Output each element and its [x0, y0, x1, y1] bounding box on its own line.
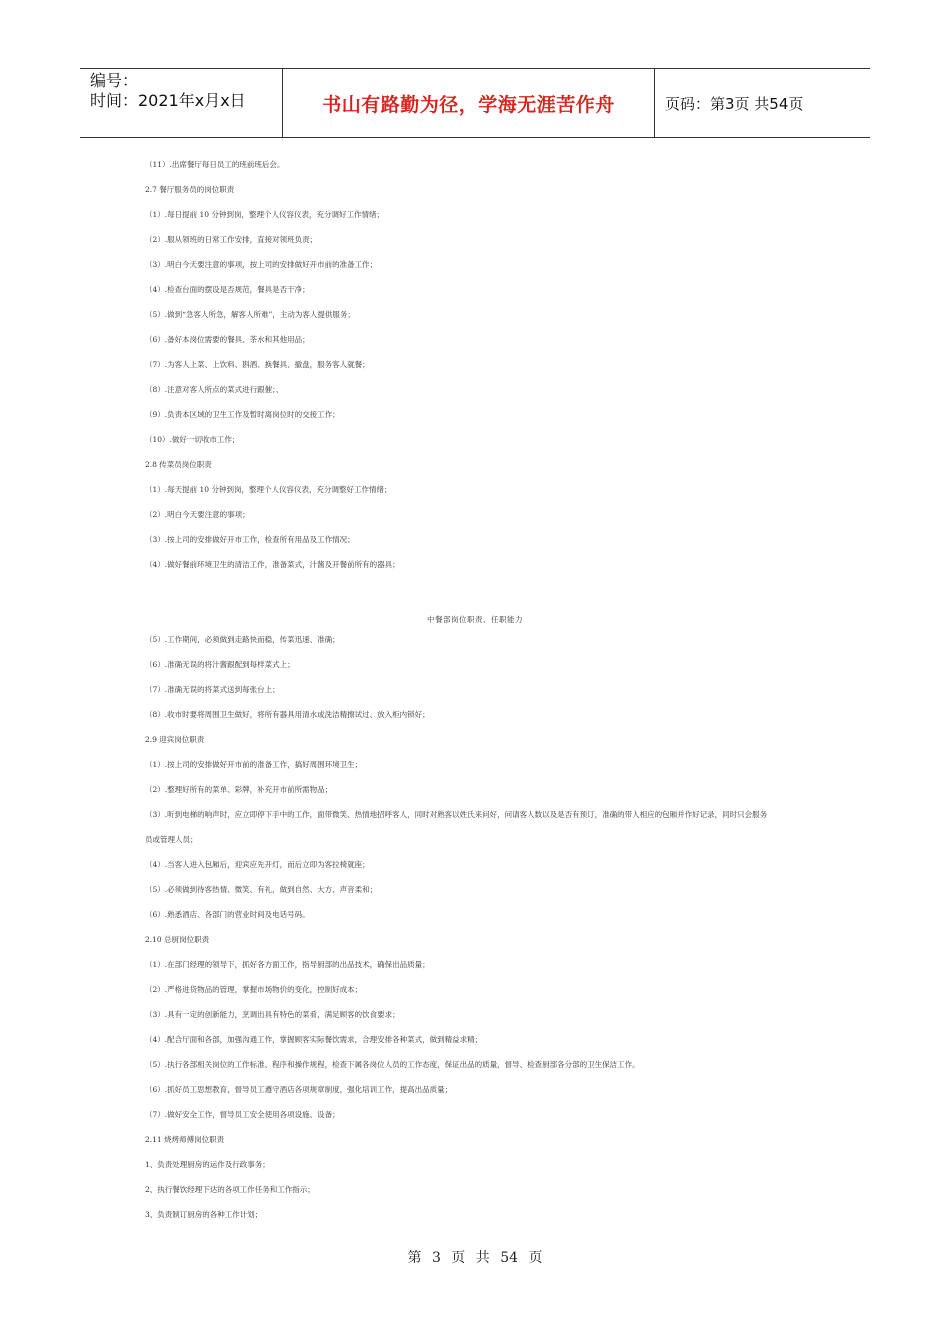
- text-line: （9）.负责本区域的卫生工作及暂时离岗位时的交接工作；: [145, 410, 340, 419]
- text-line: （4）.检查台面的摆设是否规范，餐具是否干净；: [145, 285, 310, 294]
- document-body-continued: [145, 635, 825, 1235]
- text-line: 2.10 总厨岗位职责: [145, 935, 210, 944]
- text-line: （11）.出席餐厅每日员工的班前班后会。: [145, 160, 285, 169]
- page-footer: 第 3 页 共 54 页: [407, 1250, 543, 1266]
- text-line: （4）.配合厅面和各部，加强沟通工作，掌握顾客实际餐饮需求，合理安排各种菜式，做到精益求精；: [145, 1035, 483, 1044]
- text-line: （7）.为客人上菜、上饮料、斟酒、换餐具、撤盘，服务客人就餐；: [145, 360, 370, 369]
- header-meta: [80, 69, 283, 137]
- text-line: （2）.明白今天要注意的事项；: [145, 510, 250, 519]
- text-line: （1）.每日提前 10 分钟到岗，整理个人仪容仪表，充分调好工作情绪；: [145, 210, 384, 219]
- text-line: （1）.每天提前 10 分钟到岗，整理个人仪容仪表，充分调整好工作情绪；: [145, 485, 392, 494]
- text-line: 3、负责制订厨房的各种工作计划；: [145, 1210, 263, 1219]
- text-line: （2）.服从领班的日常工作安排，直接对领班负责；: [145, 235, 318, 244]
- text-line: （5）.必须做到待客热情、微笑、有礼，做到自然、大方、声音柔和；: [145, 885, 378, 894]
- text-line: （8）.注意对客人所点的菜式进行跟催；、: [145, 385, 284, 394]
- header-motto: 书山有路勤为径，学海无涯苦作舟: [283, 69, 655, 137]
- text-line: （6）.准确无误的将汁酱跟配到每样菜式上；: [145, 660, 295, 669]
- text-line: 2.7 餐厅服务员的岗位职责: [145, 185, 235, 194]
- text-line: 2.9 迎宾岗位职责: [145, 735, 205, 744]
- text-line: 员或管理人员；: [145, 835, 198, 844]
- text-line: （7）.准确无误的将菜式送到每张台上；: [145, 685, 280, 694]
- text-line: 1、负责处理厨房的运作及行政事务；: [145, 1160, 270, 1169]
- text-line: （8）.收市时要将周围卫生做好，将所有器具用清水或洗洁精擦试过、放入柜内锁好；: [145, 710, 430, 719]
- header-page-number: 页码：第3页 共54页: [665, 94, 804, 113]
- text-line: （5）.做到“急客人所急，解客人所难”，主动为客人提供服务；: [145, 310, 355, 319]
- text-line: （10）.做好一切收市工作；: [145, 435, 240, 444]
- text-line: 2.11 烧烤师傅岗位职责: [145, 1135, 225, 1144]
- body-section-bottom: [145, 635, 825, 1220]
- running-title: 中餐部岗位职责、任职能力: [427, 615, 523, 624]
- text-line: （2）.整理好所有的菜单、彩牌，补充开市前所需物品；: [145, 785, 333, 794]
- document-date: 时间：2021年x月x日: [90, 91, 246, 110]
- body-section-top: [145, 160, 825, 570]
- text-line: （5）.工作期间，必须做到走路快而稳，传菜迅速、准确；: [145, 635, 340, 644]
- text-line: （4）.做好餐前环境卫生的清洁工作，准备菜式，汁酱及开餐前所有的器具；: [145, 560, 400, 569]
- text-line: （7）.做好安全工作，督导员工安全使用各项设施、设备；: [145, 1110, 340, 1119]
- text-line: （3）.按上司的安排做好开市工作，检查所有用品及工作情况；: [145, 535, 355, 544]
- text-line: （3）.具有一定的创新能力，烹调出具有特色的菜肴，满足顾客的饮食要求；: [145, 1010, 400, 1019]
- document-number-label: 编号：: [90, 71, 139, 90]
- text-line: （1）.在部门经理的领导下，抓好各方面工作，指导厨部的出品技术，确保出品质量；: [145, 960, 430, 969]
- text-line: （5）.执行各部相关岗位的工作标准、程序和操作规程，检查下属各岗位人员的工作态度，保证出品的质量，督导、检查厨部各分部的卫生保洁工作。: [145, 1060, 640, 1069]
- text-line: （6）.熟悉酒店、各部门的营业时间及电话号码。: [145, 910, 310, 919]
- text-line: （1）.按上司的安排做好开市前的准备工作，搞好周围环境卫生；: [145, 760, 363, 769]
- text-line: （6）.抓好员工思想教育，督导员工遵守酒店各项规章制度，强化培训工作，提高出品质量；: [145, 1085, 453, 1094]
- page-header: [80, 68, 870, 138]
- text-line: （3）.明白今天要注意的事项，按上司的安排做好开市前的准备工作；: [145, 260, 378, 269]
- text-line: （4）.当客人进入包厢后，迎宾应先开灯，而后立即为客拉椅就座；: [145, 860, 370, 869]
- text-line: （3）.听到电梯的响声时，应立即停下手中的工作，面带微笑、热情地招呼客人，同时对熟客以姓氏来问好，问请客人数以及是否有预订，准确的带人相应的包厢并作好记录，同时只会服务: [145, 810, 768, 819]
- text-line: （2）.严格进货物品的管理，掌握市场物价的变化，控制好成本；: [145, 985, 363, 994]
- text-line: 2.8 传菜员岗位职责: [145, 460, 212, 469]
- document-body: [145, 160, 825, 585]
- text-line: 2、执行餐饮经理下达的各项工作任务和工作指示；: [145, 1185, 315, 1194]
- text-line: （6）.备好本岗位需要的餐具、茶水和其他用品；: [145, 335, 310, 344]
